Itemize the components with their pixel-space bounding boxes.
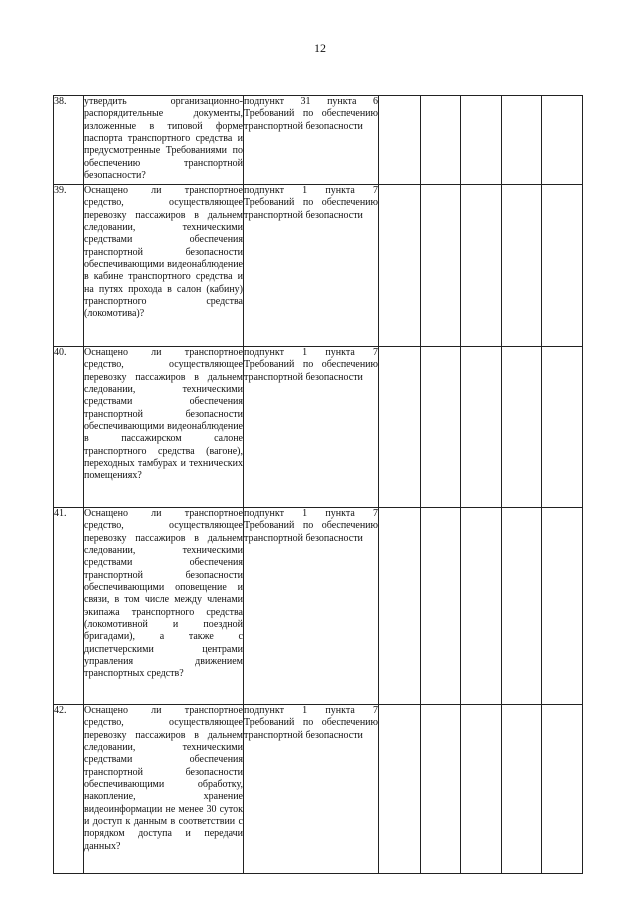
answer-cell bbox=[502, 508, 542, 705]
answer-cell bbox=[379, 96, 421, 185]
answer-cell bbox=[379, 508, 421, 705]
answer-cell bbox=[421, 96, 461, 185]
table-row bbox=[54, 347, 583, 508]
answer-cell bbox=[379, 185, 421, 347]
question-text: Оснащено ли транспортное средство, осуществляющее перевозку пассажиров в дальнем следовании, техническими средствами обеспечения транспортной безопасности обеспечивающими обработку, накопление, хранение видеоинформации не менее 30 суток и доступ к данным в соответствии с порядком доступа и передачи данных? bbox=[84, 705, 244, 874]
row-number: 41. bbox=[54, 508, 84, 705]
answer-cell bbox=[542, 705, 583, 874]
answer-cell bbox=[379, 705, 421, 874]
answer-cell bbox=[461, 508, 502, 705]
answer-cell bbox=[421, 508, 461, 705]
table-row bbox=[54, 705, 583, 874]
answer-cell bbox=[542, 185, 583, 347]
answer-cell bbox=[461, 347, 502, 508]
question-text: Оснащено ли транспортное средство, осуществляющее перевозку пассажиров в дальнем следовании, техническими средствами обеспечения транспортной безопасности обеспечивающими видеонаблюдение в кабине транспортного средства и на путях прохода в салон (кабину) транспортного средства (локомотива)? bbox=[84, 185, 244, 347]
question-text: утвердить организационно-распорядительные документы, изложенные в типовой форме паспорта транспортного средства и предусмотренные Требованиями по обеспечению транспортной безопасности? bbox=[84, 96, 244, 185]
question-text: Оснащено ли транспортное средство, осуществляющее перевозку пассажиров в дальнем следовании, техническими средствами обеспечения транспортной безопасности обеспечивающими оповещение и связи, в том числе между членами экипажа транспортного средства (локомотивной и поездной бригадами), а также с диспетчерскими центрами управления движением транспортных средств? bbox=[84, 508, 244, 705]
legal-reference: подпункт 1 пункта 7 Требований по обеспечению транспортной безопасности bbox=[244, 508, 379, 705]
checklist-table bbox=[53, 95, 583, 874]
answer-cell bbox=[542, 508, 583, 705]
answer-cell bbox=[379, 347, 421, 508]
legal-reference: подпункт 1 пункта 7 Требований по обеспечению транспортной безопасности bbox=[244, 705, 379, 874]
answer-cell bbox=[502, 705, 542, 874]
answer-cell bbox=[421, 185, 461, 347]
page-number: 12 bbox=[314, 41, 326, 55]
row-number: 42. bbox=[54, 705, 84, 874]
answer-cell bbox=[461, 96, 502, 185]
row-number: 38. bbox=[54, 96, 84, 185]
answer-cell bbox=[461, 185, 502, 347]
answer-cell bbox=[421, 347, 461, 508]
answer-cell bbox=[502, 347, 542, 508]
table-row bbox=[54, 96, 583, 185]
answer-cell bbox=[502, 96, 542, 185]
answer-cell bbox=[502, 185, 542, 347]
legal-reference: подпункт 1 пункта 7 Требований по обеспечению транспортной безопасности bbox=[244, 347, 379, 508]
question-text: Оснащено ли транспортное средство, осуществляющее перевозку пассажиров в дальнем следовании, техническими средствами обеспечения транспортной безопасности обеспечивающими видеонаблюдение в пассажирском салоне транспортного средства (вагоне), переходных тамбурах и технических помещениях? bbox=[84, 347, 244, 508]
legal-reference: подпункт 31 пункта 6 Требований по обеспечению транспортной безопасности bbox=[244, 96, 379, 185]
row-number: 40. bbox=[54, 347, 84, 508]
table-row bbox=[54, 508, 583, 705]
answer-cell bbox=[542, 96, 583, 185]
answer-cell bbox=[542, 347, 583, 508]
legal-reference: подпункт 1 пункта 7 Требований по обеспечению транспортной безопасности bbox=[244, 185, 379, 347]
answer-cell bbox=[421, 705, 461, 874]
answer-cell bbox=[461, 705, 502, 874]
table-row bbox=[54, 185, 583, 347]
row-number: 39. bbox=[54, 185, 84, 347]
